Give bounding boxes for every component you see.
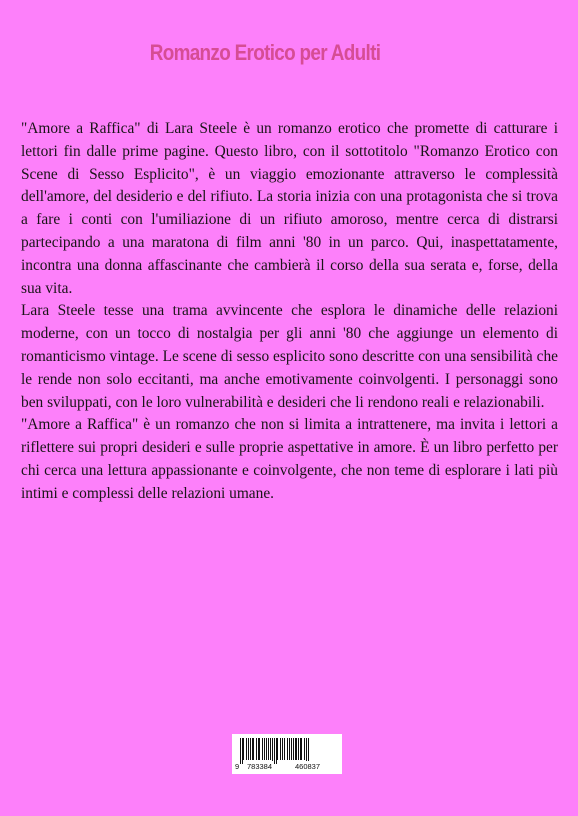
barcode-bar	[270, 738, 271, 760]
barcode-bar	[289, 738, 290, 760]
barcode-bar	[295, 738, 297, 760]
barcode-bar	[264, 738, 265, 760]
barcode-left-group: 783384	[247, 762, 273, 771]
barcode-bar	[298, 738, 299, 760]
barcode-bar	[258, 738, 260, 760]
barcode-bar	[304, 738, 305, 760]
barcode-bar	[246, 738, 247, 760]
barcode-bar	[282, 738, 283, 760]
barcode-bar	[256, 738, 257, 760]
barcode-bar	[280, 738, 281, 760]
cover-title: Romanzo Erotico per Adulti	[149, 40, 381, 65]
barcode-bar	[243, 738, 244, 760]
barcode-first-digit: 9	[235, 762, 240, 771]
barcode-bar	[248, 738, 249, 760]
barcode-bar	[277, 738, 278, 760]
barcode-bar	[262, 738, 263, 760]
blurb-paragraph-3: "Amore a Raffica" è un romanzo che non si limita a intrattenere, ma invita i lettori a riflettere sui propri desideri e sulle proprie aspettative in amore. È un libro perfetto per chi cerca una lettura appassionante e coinvolgente, che non teme di esplorare i lati più intimi e complessi delle relazioni umane.	[21, 416, 558, 502]
barcode-digits	[232, 761, 342, 773]
barcode-bar	[291, 738, 292, 760]
blurb-paragraph-2: Lara Steele tesse una trama avvincente che esplora le dinamiche delle relazioni moderne, con un tocco di nostalgia per gli anni '80 che aggiunge un elemento di romanticismo vintage. Le scene di sesso esplicito sono descritte con una sensibilità che le rende non solo eccitanti, ma anche emotivamente coinvolgenti. I personaggi sono ben sviluppati, con le loro vulnerabilità e desideri che li rendono reali e relazionabili.	[21, 302, 558, 411]
isbn-barcode	[232, 734, 342, 774]
blurb-paragraph-1: "Amore a Raffica" di Lara Steele è un romanzo erotico che promette di catturare i lettori fin dalle prime pagine. Questo libro, con il sottotitolo "Romanzo Erotico con Scene di Sesso Esplicito", è un viaggio emozionante attraverso le complessità dell'amore, del desiderio e del rifiuto. La storia inizia con una protagonista che si trova a fare i conti con l'umiliazione di un rifiuto amoroso, mentre cerca di distrarsi partecipando a una maratona di film anni '80 in un parco. Qui, inaspettatamente, incontra una donna affascinante che cambierà il corso della sua serata e, forse, della sua vita.	[21, 120, 558, 297]
barcode-bar	[266, 738, 267, 760]
book-blurb	[21, 118, 558, 506]
barcode-bar	[250, 738, 251, 760]
barcode-bar	[284, 738, 285, 760]
barcode-bar	[287, 738, 288, 760]
barcode-right-group: 460837	[295, 762, 321, 771]
barcode-bar	[268, 738, 269, 760]
barcode-bar	[252, 738, 254, 760]
barcode-bar	[293, 738, 294, 760]
barcode-bar	[300, 738, 302, 760]
